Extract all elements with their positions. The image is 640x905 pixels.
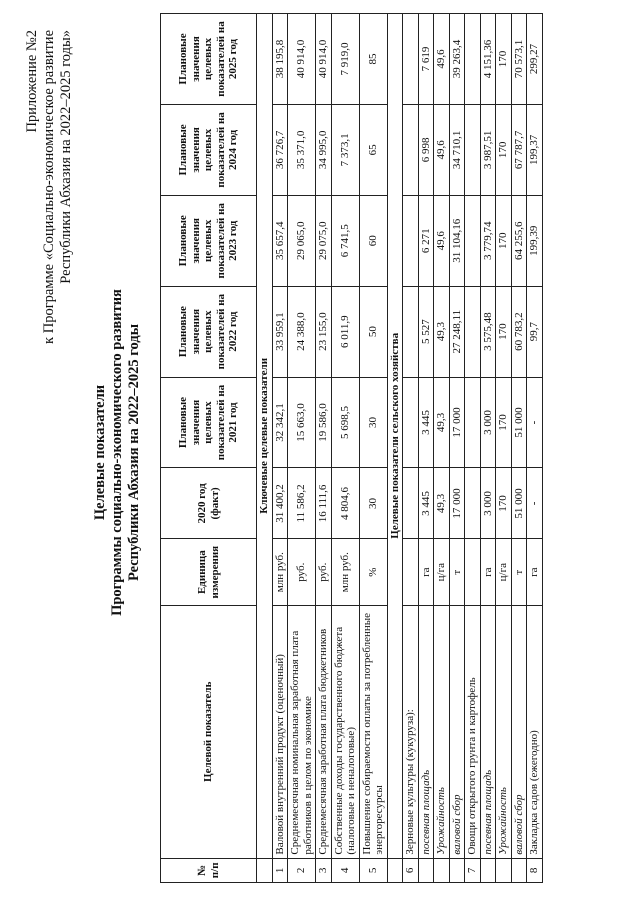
unit-cell: т [449, 539, 465, 606]
appendix-reference-cont: Республики Абхазия на 2022–2025 годы» [58, 30, 74, 284]
value-2024: 49,6 [434, 104, 450, 195]
value-2021: - [527, 377, 543, 468]
value-2020: 31 400,2 [272, 468, 288, 539]
value-2023: 64 255,6 [511, 195, 527, 286]
value-2023: 31 104,16 [449, 195, 465, 286]
indicator-name: Собственные доходы государственного бюджета (налоговые и неналоговые) [331, 605, 359, 858]
value-2021: 15 663,0 [288, 377, 316, 468]
row-num: 2 [288, 858, 316, 882]
value-2020: 170 [496, 468, 512, 539]
value-2022: 24 388,0 [288, 286, 316, 377]
row-num: 1 [272, 858, 288, 882]
row-num: 7 [465, 858, 481, 882]
value-2022: 170 [496, 286, 512, 377]
value-2023: 29 065,0 [288, 195, 316, 286]
value-2025: 40 914,0 [316, 14, 332, 105]
indicators-table [160, 13, 543, 883]
indicator-name: Повышение собираемости оплаты за потребленные энергоресурсы [359, 605, 387, 858]
title-line-1: Целевые показатели [92, 384, 108, 521]
value-2025: 70 573,1 [511, 14, 527, 105]
header-row [161, 14, 257, 883]
table-row [496, 14, 512, 883]
value-2024: 65 [359, 104, 387, 195]
value-2025: 39 263,4 [449, 14, 465, 105]
indicator-name: Валовой внутренний продукт (оценочный) [272, 605, 288, 858]
unit-cell: га [480, 539, 496, 606]
value-2023: 6 741,5 [331, 195, 359, 286]
unit-cell: руб. [316, 539, 332, 606]
value-2025: 7 619 [418, 14, 434, 105]
value-2024: 6 998 [418, 104, 434, 195]
unit-cell: млн руб. [272, 539, 288, 606]
value-2021: 3 000 [480, 377, 496, 468]
appendix-reference: к Программе «Социально-экономическое развитие [41, 30, 57, 344]
row-num: 6 [403, 858, 419, 882]
indicator-name: посевная площадь [418, 605, 434, 858]
value-2022: 27 248,11 [449, 286, 465, 377]
value-2022: 23 155,0 [316, 286, 332, 377]
value-2022: 99,7 [527, 286, 543, 377]
value-2021: 17 000 [449, 377, 465, 468]
header-num: № п/п [161, 858, 257, 882]
value-2020: 51 000 [511, 468, 527, 539]
appendix-number: Приложение №2 [24, 30, 40, 133]
value-2022: 60 783,2 [511, 286, 527, 377]
value-2020: 3 445 [418, 468, 434, 539]
table-row [403, 14, 419, 883]
indicator-name: Урожайность [434, 605, 450, 858]
value-2022: 33 959,1 [272, 286, 288, 377]
indicator-name: Среднемесячная заработная плата бюджетников [316, 605, 332, 858]
header-2021: Плановые значения целевых показателей на 2021 год [161, 377, 257, 468]
row-num: 3 [316, 858, 332, 882]
value-2022: 5 527 [418, 286, 434, 377]
section-row-key [257, 14, 273, 883]
indicator-name: Урожайность [496, 605, 512, 858]
header-indicator: Целевой показатель [161, 605, 257, 858]
value-2023: 6 271 [418, 195, 434, 286]
unit-cell: ц/га [496, 539, 512, 606]
value-2020: 4 804,6 [331, 468, 359, 539]
unit-cell: га [418, 539, 434, 606]
value-2021: 30 [359, 377, 387, 468]
value-2025: 7 919,0 [331, 14, 359, 105]
value-2020: 17 000 [449, 468, 465, 539]
value-2024: 199,37 [527, 104, 543, 195]
value-2025: 4 151,36 [480, 14, 496, 105]
value-2023: 170 [496, 195, 512, 286]
value-2024: 170 [496, 104, 512, 195]
value-2022: 49,3 [434, 286, 450, 377]
value-2023: 60 [359, 195, 387, 286]
row-num: 5 [359, 858, 387, 882]
value-2020: 49,3 [434, 468, 450, 539]
value-2021: 5 698,5 [331, 377, 359, 468]
table-row [480, 14, 496, 883]
unit-cell: га [527, 539, 543, 606]
value-2022: 50 [359, 286, 387, 377]
value-2020: 30 [359, 468, 387, 539]
value-2025: 299,27 [527, 14, 543, 105]
table-row [288, 14, 316, 883]
table-row [331, 14, 359, 883]
unit-cell: % [359, 539, 387, 606]
title-line-3: Республики Абхазия на 2022–2025 годы [126, 323, 142, 582]
unit-cell: млн руб. [331, 539, 359, 606]
header-unit: Единица измерения [161, 539, 257, 606]
unit-cell: руб. [288, 539, 316, 606]
table-row [511, 14, 527, 883]
value-2024: 35 371,0 [288, 104, 316, 195]
header-2023: Плановые значения целевых показателей на 2023 год [161, 195, 257, 286]
value-2021: 3 445 [418, 377, 434, 468]
indicator-name: Среднемесячная номинальная заработная плата работников в целом по экономике [288, 605, 316, 858]
value-2023: 49,6 [434, 195, 450, 286]
value-2024: 36 726,7 [272, 104, 288, 195]
value-2024: 34 995,0 [316, 104, 332, 195]
section-row-agri [387, 14, 403, 883]
header-2025: Плановые значения целевых показателей на 2025 год [161, 14, 257, 105]
value-2023: 29 075,0 [316, 195, 332, 286]
value-2025: 38 195,8 [272, 14, 288, 105]
value-2021: 19 586,0 [316, 377, 332, 468]
value-2025: 40 914,0 [288, 14, 316, 105]
value-2024: 34 710,1 [449, 104, 465, 195]
value-2025: 170 [496, 14, 512, 105]
value-2022: 6 011,9 [331, 286, 359, 377]
value-2023: 35 657,4 [272, 195, 288, 286]
value-2024: 3 987,51 [480, 104, 496, 195]
indicator-name: посевная площадь [480, 605, 496, 858]
value-2020: - [527, 468, 543, 539]
unit-cell: т [511, 539, 527, 606]
value-2020: 16 111,6 [316, 468, 332, 539]
table-row [272, 14, 288, 883]
header-2024: Плановые значения целевых показателей на 2024 год [161, 104, 257, 195]
row-num: 8 [527, 858, 543, 882]
table-row [418, 14, 434, 883]
value-2020: 3 000 [480, 468, 496, 539]
table-row [359, 14, 387, 883]
document-title [92, 0, 143, 905]
value-2024: 67 787,7 [511, 104, 527, 195]
row-num: 4 [331, 858, 359, 882]
value-2023: 3 779,74 [480, 195, 496, 286]
value-2025: 85 [359, 14, 387, 105]
header-2020-fact: 2020 год (факт) [161, 468, 257, 539]
value-2022: 3 575,48 [480, 286, 496, 377]
table-row [434, 14, 450, 883]
header-2022: Плановые значения целевых показателей на 2022 год [161, 286, 257, 377]
value-2020: 11 586,2 [288, 468, 316, 539]
section-agriculture-indicators: Целевые показатели сельского хозяйства [387, 14, 403, 859]
value-2021: 170 [496, 377, 512, 468]
value-2023: 199,39 [527, 195, 543, 286]
value-2024: 7 373,1 [331, 104, 359, 195]
table-row [316, 14, 332, 883]
value-2021: 49,3 [434, 377, 450, 468]
section-key-indicators: Ключевые целевые показатели [257, 14, 273, 859]
title-line-2: Программы социально-экономического развития [109, 289, 125, 616]
table-row [527, 14, 543, 883]
table-row [465, 14, 481, 883]
table-row [449, 14, 465, 883]
value-2021: 51 000 [511, 377, 527, 468]
indicator-name: валовой сбор [449, 605, 465, 858]
indicator-name: Закладка садов (ежегодно) [527, 605, 543, 858]
indicator-name: Зерновые культуры (кукуруза): [403, 605, 419, 858]
value-2025: 49,6 [434, 14, 450, 105]
indicator-name: валовой сбор [511, 605, 527, 858]
unit-cell: ц/га [434, 539, 450, 606]
indicator-name: Овощи открытого грунта и картофель [465, 605, 481, 858]
appendix-header [24, 30, 75, 344]
value-2021: 32 342,1 [272, 377, 288, 468]
